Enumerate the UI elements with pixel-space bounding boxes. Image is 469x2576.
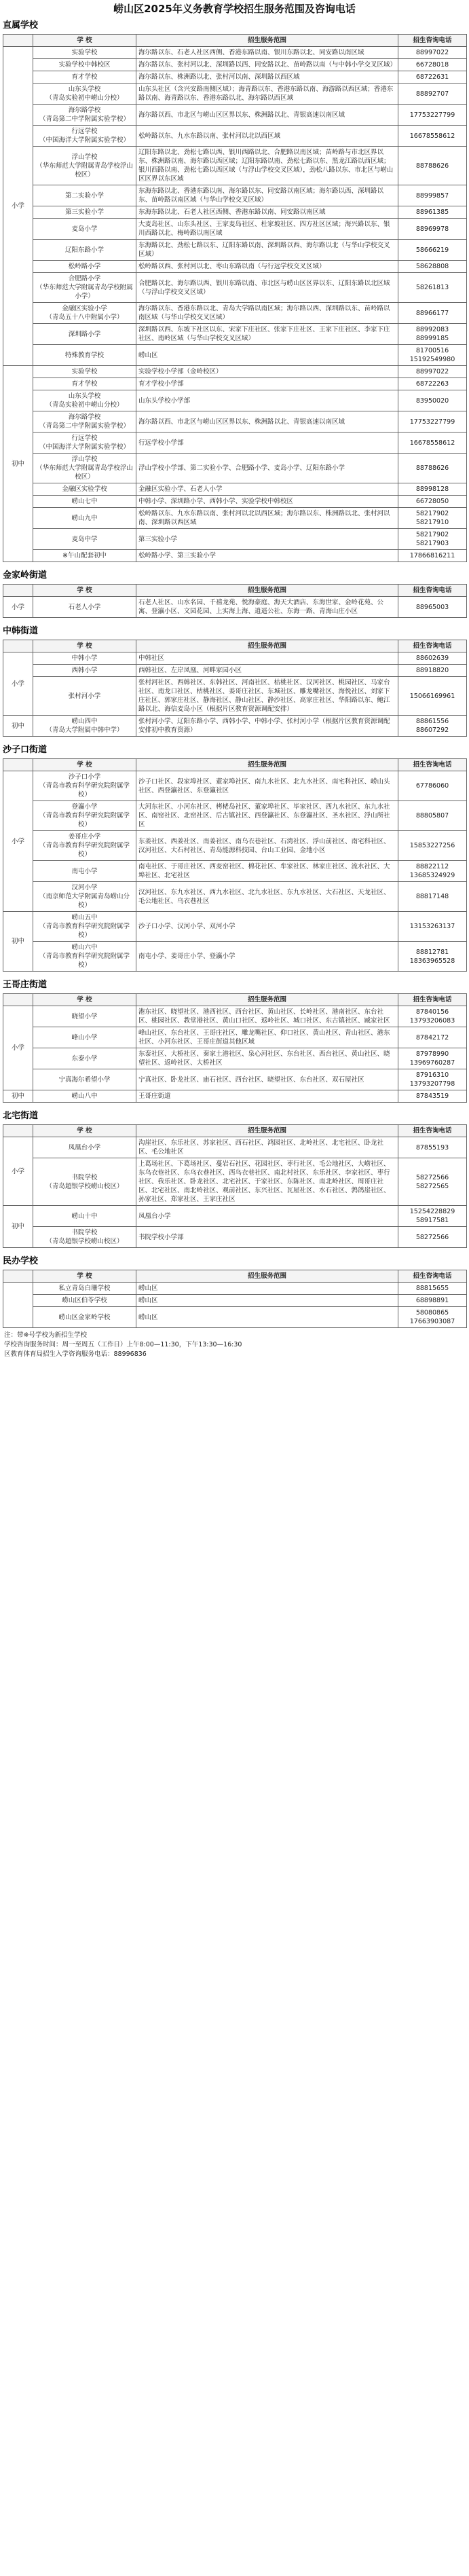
- header-phone: 招生咨询电话: [398, 640, 467, 652]
- school-name: 海尔路学校 （青岛第二中学附属实验学校）: [33, 105, 136, 126]
- service-range: 沟崖社区、东乐社区、苏家社区、西石社区、鸿园社区、北岭社区、北宅社区、卧龙社区、毛公地社区: [136, 1137, 398, 1158]
- table-row: [3, 677, 467, 716]
- phone-number: 88997022: [398, 47, 467, 59]
- table-row: [3, 483, 467, 496]
- table-header-row: [3, 759, 467, 771]
- table-row: [3, 71, 467, 84]
- school-name: 崂山十中: [33, 1206, 136, 1227]
- section-title: 北宅街道: [3, 1111, 39, 1121]
- phone-number: 88999857: [398, 185, 467, 206]
- service-range: 海尔路以东、香港东路以北、青岛大学路以南区域；海尔路以西、深圳路以东、苗岭路以南区域（与华山学校交叉区域）: [136, 303, 398, 324]
- table-row: [3, 550, 467, 562]
- service-range: 书院学校小学部: [136, 1227, 398, 1248]
- phone-number: 58217902 58217903: [398, 529, 467, 550]
- service-range: 东海东路以北、石老人社区西侧、香港东路以南、同安路以南区域: [136, 206, 398, 219]
- phone-number: 88788626: [398, 147, 467, 185]
- service-range: 大河东社区、小河东社区、栲栳岛社区、董家埠社区、毕家社区、西九水社区、东九水社区、南窑社区、北窑社区、后古镇社区、西登瀛社区、东登瀛社区、圣水社区、浮山所社区: [136, 801, 398, 831]
- service-range: 实验学校小学部（金岭校区）: [136, 366, 398, 378]
- school-name: 第二实验小学: [33, 185, 136, 206]
- phone-number: 88817148: [398, 882, 467, 912]
- phone-number: 58217902 58217910: [398, 508, 467, 529]
- phone-number: 58628808: [398, 261, 467, 273]
- phone-number: 88805807: [398, 801, 467, 831]
- school-name: 辽阳东路小学: [33, 240, 136, 261]
- footer-line: 区教育体育局招生入学咨询服务电话：88996836: [4, 1350, 147, 1358]
- service-range: 张村河社区、西韩社区、东韩社区、河南社区、枯桃社区、汉河社区、桃园社区、马家台社区、南龙口社区、枯桃社区、姜哥庄社区、东城社区、雕龙嘴社区、海悦社区、刘家下庄社区、郭家庄社区、静海社区、静山社区、静沙社区、高家庄社区、华阳路以东、鲍江路以北、海信麦岛小区（根据片区教育资源调配安排）: [136, 677, 398, 716]
- school-name: 麦岛中学: [33, 529, 136, 550]
- school-name: 崂山五中 （青岛市教育科学研究院附属学校）: [33, 912, 136, 942]
- school-name: 行远学校 （中国海洋大学附属实验学校）: [33, 126, 136, 147]
- table-row: [3, 652, 467, 665]
- phone-number: 88918820: [398, 665, 467, 677]
- school-name: 育才学校: [33, 378, 136, 390]
- header-range: 招生服务范围: [136, 1270, 398, 1283]
- phone-number: 87855193: [398, 1137, 467, 1158]
- phone-number: 88822112 13685324929: [398, 861, 467, 882]
- school-name: 合肥路小学 （华东师范大学附属青岛学校附属小学）: [33, 273, 136, 303]
- phone-number: 66728018: [398, 59, 467, 71]
- header-phone: 招生咨询电话: [398, 1270, 467, 1283]
- service-range: 峰山社区、东台社区、王哥庄社区、雕龙嘴社区、仰口社区、黄山社区、青山社区、港东社区、小河东社区、王哥庄街道其他区域: [136, 1027, 398, 1048]
- school-name: 特殊教育学校: [33, 345, 136, 366]
- school-name: 凤凰台小学: [33, 1137, 136, 1158]
- school-name: 张村河小学: [33, 677, 136, 716]
- school-name: 崂山四中 （青岛大学附属中韩中学）: [33, 716, 136, 737]
- table-row: [3, 831, 467, 861]
- phone-number: 16678558612: [398, 126, 467, 147]
- school-level: 初中: [3, 1090, 33, 1103]
- service-range: 海尔路以西、市北区与崂山区区界以东、株洲路以北、青银高速以南区域: [136, 105, 398, 126]
- table-row: [3, 84, 467, 105]
- school-name: 金融区实验学校: [33, 483, 136, 496]
- school-name: 私立青岛白珊学校: [33, 1283, 136, 1295]
- table-row: [3, 273, 467, 303]
- school-name: 育才学校: [33, 71, 136, 84]
- table-row: [3, 1283, 467, 1295]
- header-school: 学 校: [33, 759, 136, 771]
- table-header-row: [3, 585, 467, 597]
- table-row: [3, 1137, 467, 1158]
- service-range: 王哥庄街道: [136, 1090, 398, 1103]
- school-name: 第三实验小学: [33, 206, 136, 219]
- service-range: 金融区实验小学、石老人小学: [136, 483, 398, 496]
- school-name: 东泰小学: [33, 1048, 136, 1069]
- school-name: 浮山学校 （华东师范大学附属青岛学校浮山校区）: [33, 454, 136, 483]
- service-range: 东泰社区、大桥社区、秦家土港社区、泉心河社区、东台社区、西台社区、黄山社区、晓望社区、返岭社区、大桥社区: [136, 1048, 398, 1069]
- header-level: [3, 994, 33, 1006]
- school-table: [3, 34, 467, 562]
- school-name: 浮山学校 （华东师范大学附属青岛学校浮山校区）: [33, 147, 136, 185]
- phone-number: 15254228829 58917581: [398, 1206, 467, 1227]
- header-range: 招生服务范围: [136, 640, 398, 652]
- service-range: 东海路以北、劲松七路以东、辽阳东路以南、深圳路以西、海尔路以北（与华山学校交叉区域）: [136, 240, 398, 261]
- table-row: [3, 1227, 467, 1248]
- school-name: 山东头学校 （青岛实验初中崂山分校）: [33, 84, 136, 105]
- service-range: 海尔路以西、市北区与崂山区区界以东、株洲路以北、青银高速以南区域: [136, 411, 398, 433]
- table-row: [3, 126, 467, 147]
- table-row: [3, 185, 467, 206]
- service-range: 沙子口社区、段家埠社区、董家埠社区、南九水社区、北九水社区、南宅科社区、崂山头社区、西登瀛社区、东登瀛社区: [136, 771, 398, 801]
- header-range: 招生服务范围: [136, 994, 398, 1006]
- table-row: [3, 147, 467, 185]
- header-school: 学 校: [33, 35, 136, 47]
- school-level: [3, 1283, 33, 1328]
- phone-number: 17753227799: [398, 411, 467, 433]
- service-range: 南屯社区、于哥庄社区、西麦窑社区、棉花社区、牟家社区、林家庄社区、流水社区、大埠社区、北宅社区: [136, 861, 398, 882]
- header-range: 招生服务范围: [136, 759, 398, 771]
- table-row: [3, 801, 467, 831]
- table-row: [3, 665, 467, 677]
- phone-number: 81700516 15192549980: [398, 345, 467, 366]
- table-row: [3, 1295, 467, 1307]
- school-name: 深圳路小学: [33, 324, 136, 345]
- service-range: 第三实验小学: [136, 529, 398, 550]
- school-table: [3, 584, 467, 618]
- school-table: [3, 1270, 467, 1328]
- service-range: 海尔路以东、张村河以北、深圳路以西、同安路以北、苗岭路以南（与中韩小学交叉区域）: [136, 59, 398, 71]
- table-row: [3, 882, 467, 912]
- phone-number: 88992083 88999185: [398, 324, 467, 345]
- table-row: [3, 1048, 467, 1069]
- header-school: 学 校: [33, 585, 136, 597]
- phone-number: 58272566: [398, 1227, 467, 1248]
- school-name: 登瀛小学 （青岛市教育科学研究院附属学校）: [33, 801, 136, 831]
- school-name: 实验学校: [33, 47, 136, 59]
- service-range: 中韩社区: [136, 652, 398, 665]
- table-header-row: [3, 35, 467, 47]
- table-row: [3, 219, 467, 240]
- service-range: 合肥路以北、海尔路以西、银川东路以南、市北区与崂山区区界以东、辽阳东路以北区域（与浮山学校交叉区域）: [136, 273, 398, 303]
- table-header-row: [3, 994, 467, 1006]
- school-name: 书院学校 （青岛超银学校崂山校区）: [33, 1158, 136, 1206]
- header-school: 学 校: [33, 1125, 136, 1137]
- school-name: 西韩小学: [33, 665, 136, 677]
- service-range: 海尔路以东、石老人社区西侧、香港东路以南、银川东路以北、同安路以南区域: [136, 47, 398, 59]
- school-level: 初中: [3, 716, 33, 737]
- header-level: [3, 1270, 33, 1283]
- school-level: 初中: [3, 912, 33, 972]
- table-row: [3, 771, 467, 801]
- phone-number: 58272566 58272565: [398, 1158, 467, 1206]
- phone-number: 13153263137: [398, 912, 467, 942]
- school-level: 小学: [3, 597, 33, 618]
- school-level: 小学: [3, 652, 33, 716]
- service-range: 宁真社区、卧龙社区、庙石社区、西台社区、晓望社区、东台社区、双石屋社区: [136, 1069, 398, 1090]
- school-level: 小学: [3, 1006, 33, 1090]
- header-phone: 招生咨询电话: [398, 585, 467, 597]
- phone-number: 88998128: [398, 483, 467, 496]
- phone-number: 87843519: [398, 1090, 467, 1103]
- header-phone: 招生咨询电话: [398, 994, 467, 1006]
- table-row: [3, 861, 467, 882]
- school-name: 汉河小学 （南京师范大学附属青岛崂山分校）: [33, 882, 136, 912]
- footer-line: 学校咨询服务时间：周一至周五（工作日）上午8:00—11:30，下午13:30—16:30: [4, 1341, 242, 1348]
- school-name: 海尔路学校 （青岛第二中学附属实验学校）: [33, 411, 136, 433]
- header-phone: 招生咨询电话: [398, 759, 467, 771]
- school-name: 崂山区伯苓学校: [33, 1295, 136, 1307]
- table-row: [3, 942, 467, 972]
- phone-number: 58666219: [398, 240, 467, 261]
- table-row: [3, 261, 467, 273]
- service-range: 行远学校小学部: [136, 433, 398, 454]
- school-table: [3, 993, 467, 1103]
- phone-number: 87842172: [398, 1027, 467, 1048]
- section-title: 中韩街道: [3, 626, 39, 636]
- school-name: 崂山七中: [33, 496, 136, 508]
- service-range: 深圳路以西、东坡下社区以东、宋家下庄社区、张家下庄社区、王家下庄社区、李家下庄社区、南岭区域（与华山学校交叉区域）: [136, 324, 398, 345]
- header-phone: 招生咨询电话: [398, 35, 467, 47]
- table-row: [3, 303, 467, 324]
- table-row: [3, 1158, 467, 1206]
- service-range: 育才学校小学部: [136, 378, 398, 390]
- school-name: 崂山八中: [33, 1090, 136, 1103]
- phone-number: 88969978: [398, 219, 467, 240]
- phone-number: 88815655: [398, 1283, 467, 1295]
- service-range: 崂山区: [136, 1295, 398, 1307]
- phone-number: 88788626: [398, 454, 467, 483]
- school-name: 金融区实验小学 （青岛五十八中附属小学）: [33, 303, 136, 324]
- phone-number: 83950020: [398, 390, 467, 411]
- header-level: [3, 35, 33, 47]
- page: [0, 1, 469, 1367]
- school-name: 中韩小学: [33, 652, 136, 665]
- table-row: [3, 324, 467, 345]
- header-phone: 招生咨询电话: [398, 1125, 467, 1137]
- section-title: 王哥庄街道: [3, 980, 48, 990]
- phone-number: 68898891: [398, 1295, 467, 1307]
- phone-number: 58080865 17663903087: [398, 1307, 467, 1328]
- section-title: 金家岭街道: [3, 570, 48, 581]
- table-row: [3, 59, 467, 71]
- school-name: 峰山小学: [33, 1027, 136, 1048]
- table-row: [3, 508, 467, 529]
- service-range: 松岭路以东、九水东路以南、张村河以北以西区域；海尔路以东、株洲路以北、张村河以南、深圳路以西区域: [136, 508, 398, 529]
- table-row: [3, 454, 467, 483]
- service-range: 上葛场社区、下葛场社区、蔓岩石社区、花园社区、枣行社区、毛公地社区、大崂社区、东乌衣巷社区、东乌衣巷社区、西乌衣巷社区、南北村社区、东乐社区、李家社区、枣行社区、我乐社区、卧龙社区、北宅社区、于家社区、东陈社区、南北岭社区、周哥庄社区、北宅社区、南北岭社区、观前社区、东兴社区、瓦屋社区、水石社区、鹁鸽崖社区、孙家社区、郑家社区、王家庄社区: [136, 1158, 398, 1206]
- table-row: [3, 433, 467, 454]
- service-range: 沙子口小学、汉河小学、双河小学: [136, 912, 398, 942]
- service-range: 东姜社区、西姜社区、南姜社区、南乌衣巷社区、石湾社区、浮山前社区、南宅科社区、汉河社区、大石村社区、青岛能源科技园、台山工业园、金地小区: [136, 831, 398, 861]
- document-title: 崂山区2025年义务教育学校招生服务范围及咨询电话: [113, 3, 356, 15]
- phone-number: 87916310 13793207798: [398, 1069, 467, 1090]
- service-range: 凤凰台小学: [136, 1206, 398, 1227]
- table-row: [3, 390, 467, 411]
- phone-number: 88892707: [398, 84, 467, 105]
- service-range: 松岭路小学、第三实验小学: [136, 550, 398, 562]
- table-header-row: [3, 640, 467, 652]
- table-row: [3, 240, 467, 261]
- school-name: 崂山九中: [33, 508, 136, 529]
- service-range: 汉河社区、东九水社区、西九水社区、北九水社区、东九水社区、大石社区、天龙社区、毛公地社区、乌衣巷社区: [136, 882, 398, 912]
- school-name: 宁真海尔希望小学: [33, 1069, 136, 1090]
- table-row: [3, 206, 467, 219]
- phone-number: 16678558612: [398, 433, 467, 454]
- phone-number: 88812781 18363965528: [398, 942, 467, 972]
- school-table: [3, 1124, 467, 1248]
- phone-number: 88997022: [398, 366, 467, 378]
- school-name: 松岭路小学: [33, 261, 136, 273]
- service-range: 崂山区: [136, 1283, 398, 1295]
- phone-number: 66728050: [398, 496, 467, 508]
- service-range: 松岭路以东、九水东路以南、张村河以北以西区域: [136, 126, 398, 147]
- phone-number: 88966177: [398, 303, 467, 324]
- table-row: [3, 47, 467, 59]
- table-row: [3, 411, 467, 433]
- table-header-row: [3, 1125, 467, 1137]
- header-school: 学 校: [33, 1270, 136, 1283]
- service-range: 辽阳东路以北、劲松七路以西、银川西路以北、合肥路以南区域；苗岭路与市北区界以东、株洲路以南、海尔路以西区域；辽阳东路以南、劲松七路以东、黑龙江路以西区域；银川西路以南、劲松七路以西区域（与浮山学校交叉区域），劲松八路以东、市北区与崂山区区界以东区域: [136, 147, 398, 185]
- service-range: 港东社区、晓望社区、港西社区、西台社区、黄山社区、长岭社区、港南社区、东台社区、桃园社区、教堂港社区、黄山口社区、返岭社区、城口社区、东古镇社区、臧家社区: [136, 1006, 398, 1027]
- service-range: 浮山学校小学部、第二实验小学、合肥路小学、麦岛小学、辽阳东路小学: [136, 454, 398, 483]
- school-table: [3, 640, 467, 737]
- footer-notes: [4, 1331, 465, 1359]
- school-name: 实验学校: [33, 366, 136, 378]
- table-row: [3, 1090, 467, 1103]
- school-name: 姜哥庄小学 （青岛市教育科学研究院附属学校）: [33, 831, 136, 861]
- section-title: 沙子口街道: [3, 745, 48, 755]
- service-range: 张村河小学、辽阳东路小学、西韩小学、中韩小学、张村河小学（根据片区教育资源调配安排初中教育资源）: [136, 716, 398, 737]
- school-level: 初中: [3, 1206, 33, 1248]
- service-range: 东海东路以北、香港东路以南、海尔路以东、同安路以南区域；海尔路以西、深圳路以东、苗岭路以南区域（与华山学校交叉区域）: [136, 185, 398, 206]
- school-name: 山东头学校 （青岛实验初中崂山分校）: [33, 390, 136, 411]
- phone-number: 88602639: [398, 652, 467, 665]
- service-range: 崂山区: [136, 1307, 398, 1328]
- school-table: [3, 758, 467, 972]
- service-range: 大麦岛社区、山东头社区、王家麦岛社区、杜家坡社区、四方社区区域；海兴路以东、银川西路以北、梅岭路以南区域: [136, 219, 398, 240]
- service-range: 山东头学校小学部: [136, 390, 398, 411]
- table-row: [3, 529, 467, 550]
- school-name: ※午山配套初中: [33, 550, 136, 562]
- phone-number: 87840156 13793206083: [398, 1006, 467, 1027]
- footer-line: 注：带※号学校为新招生学校: [4, 1331, 87, 1339]
- school-level: 小学: [3, 771, 33, 912]
- phone-number: 87978990 13969760287: [398, 1048, 467, 1069]
- service-range: 南屯小学、姜哥庄小学、登瀛小学: [136, 942, 398, 972]
- header-range: 招生服务范围: [136, 1125, 398, 1137]
- phone-number: 15066169961: [398, 677, 467, 716]
- header-range: 招生服务范围: [136, 35, 398, 47]
- table-row: [3, 912, 467, 942]
- table-row: [3, 716, 467, 737]
- phone-number: 68722263: [398, 378, 467, 390]
- header-level: [3, 1125, 33, 1137]
- header-school: 学 校: [33, 994, 136, 1006]
- table-row: [3, 1027, 467, 1048]
- phone-number: 15853227256: [398, 831, 467, 861]
- phone-number: 17866816211: [398, 550, 467, 562]
- table-row: [3, 597, 467, 618]
- header-level: [3, 640, 33, 652]
- service-range: 西韩社区、左岸凤凰、河畔家园小区: [136, 665, 398, 677]
- phone-number: 88965003: [398, 597, 467, 618]
- table-row: [3, 496, 467, 508]
- table-row: [3, 1307, 467, 1328]
- school-level: 小学: [3, 47, 33, 366]
- phone-number: 67786060: [398, 771, 467, 801]
- school-name: 石老人小学: [33, 597, 136, 618]
- school-name: 麦岛小学: [33, 219, 136, 240]
- table-row: [3, 1069, 467, 1090]
- school-name: 行远学校 （中国海洋大学附属实验学校）: [33, 433, 136, 454]
- school-name: 沙子口小学 （青岛市教育科学研究院附属学校）: [33, 771, 136, 801]
- school-name: 晓望小学: [33, 1006, 136, 1027]
- table-header-row: [3, 1270, 467, 1283]
- school-level: 小学: [3, 1137, 33, 1206]
- service-range: 海尔路以东、株洲路以北、张村河以南、深圳路以西区域: [136, 71, 398, 84]
- section-title: 民办学校: [3, 1256, 39, 1266]
- sections-container: [0, 19, 469, 1328]
- header-level: [3, 759, 33, 771]
- school-name: 实验学校中韩校区: [33, 59, 136, 71]
- header-school: 学 校: [33, 640, 136, 652]
- table-row: [3, 366, 467, 378]
- section-title: 直属学校: [3, 20, 39, 31]
- table-row: [3, 105, 467, 126]
- phone-number: 88961385: [398, 206, 467, 219]
- service-range: 中韩小学、深圳路小学、西韩小学、实验学校中韩校区: [136, 496, 398, 508]
- school-name: 崂山区金家岭学校: [33, 1307, 136, 1328]
- table-row: [3, 345, 467, 366]
- school-name: 书院学校 （青岛超银学校崂山校区）: [33, 1227, 136, 1248]
- phone-number: 58261813: [398, 273, 467, 303]
- table-row: [3, 378, 467, 390]
- service-range: 山东头社区（含兴安路南侧区域）；海青路以东、香港东路以南、海游路以西区域；香港东路以南、海青路以东、香港东路以北、海尔路以西区域: [136, 84, 398, 105]
- header-level: [3, 585, 33, 597]
- table-row: [3, 1006, 467, 1027]
- service-range: 崂山区: [136, 345, 398, 366]
- header-range: 招生服务范围: [136, 585, 398, 597]
- phone-number: 88861556 88607292: [398, 716, 467, 737]
- phone-number: 17753227799: [398, 105, 467, 126]
- school-name: 南屯小学: [33, 861, 136, 882]
- school-name: 崂山六中 （青岛市教育科学研究院附属学校）: [33, 942, 136, 972]
- service-range: 松岭路以西、张村河以北、枣山东路以南（与行远学校交叉区域）: [136, 261, 398, 273]
- table-row: [3, 1206, 467, 1227]
- service-range: 石老人社区、山水名园、千禧龙苑、悦海豪庭、海天大酒店、东海世家、金岭花苑、公寓、登瀛小区、文园花园、上实海上海、逍遥公社、东海一路、青海山庄小区: [136, 597, 398, 618]
- school-level: 初中: [3, 366, 33, 562]
- phone-number: 68722631: [398, 71, 467, 84]
